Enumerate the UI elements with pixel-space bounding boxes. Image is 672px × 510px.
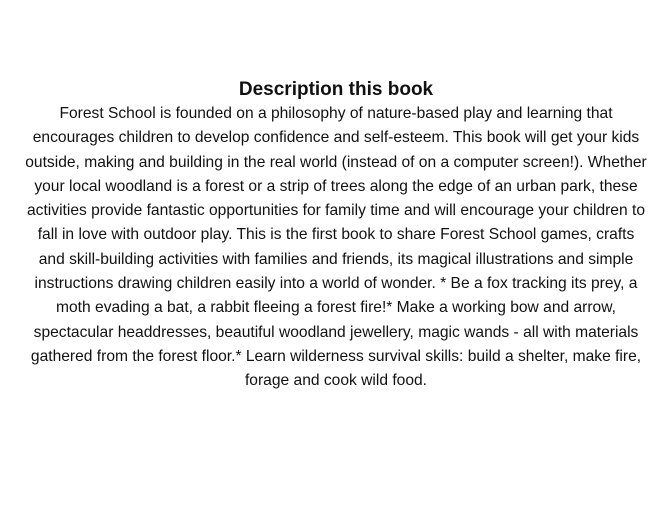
- book-description-text: Forest School is founded on a philosophy of nature-based play and learning that encourages children to develop confidence and self-esteem. This book will get your kids outside, making and building in the real world (instead of on a computer screen!). Whether your local woodland is a forest or a strip of trees along the edge of an urban park, these activities provide fantastic opportunities for family time and will encourage your children to fall in love with outdoor play. This is the first book to share Forest School games, crafts and skill-building activities with families and friends, its magical illustrations and simple instructions drawing children easily into a world of wonder. * Be a fox tracking its prey, a moth evading a bat, a rabbit fleeing a forest fire!* Make a working bow and arrow, spectacular headdresses, beautiful woodland jewellery, magic wands - all with materials gathered from the forest floor.* Learn wilderness survival skills: build a shelter, make fire, forage and cook wild food.: [25, 105, 647, 390]
- book-description-section: [24, 78, 648, 394]
- section-heading: Description this book: [238, 79, 434, 100]
